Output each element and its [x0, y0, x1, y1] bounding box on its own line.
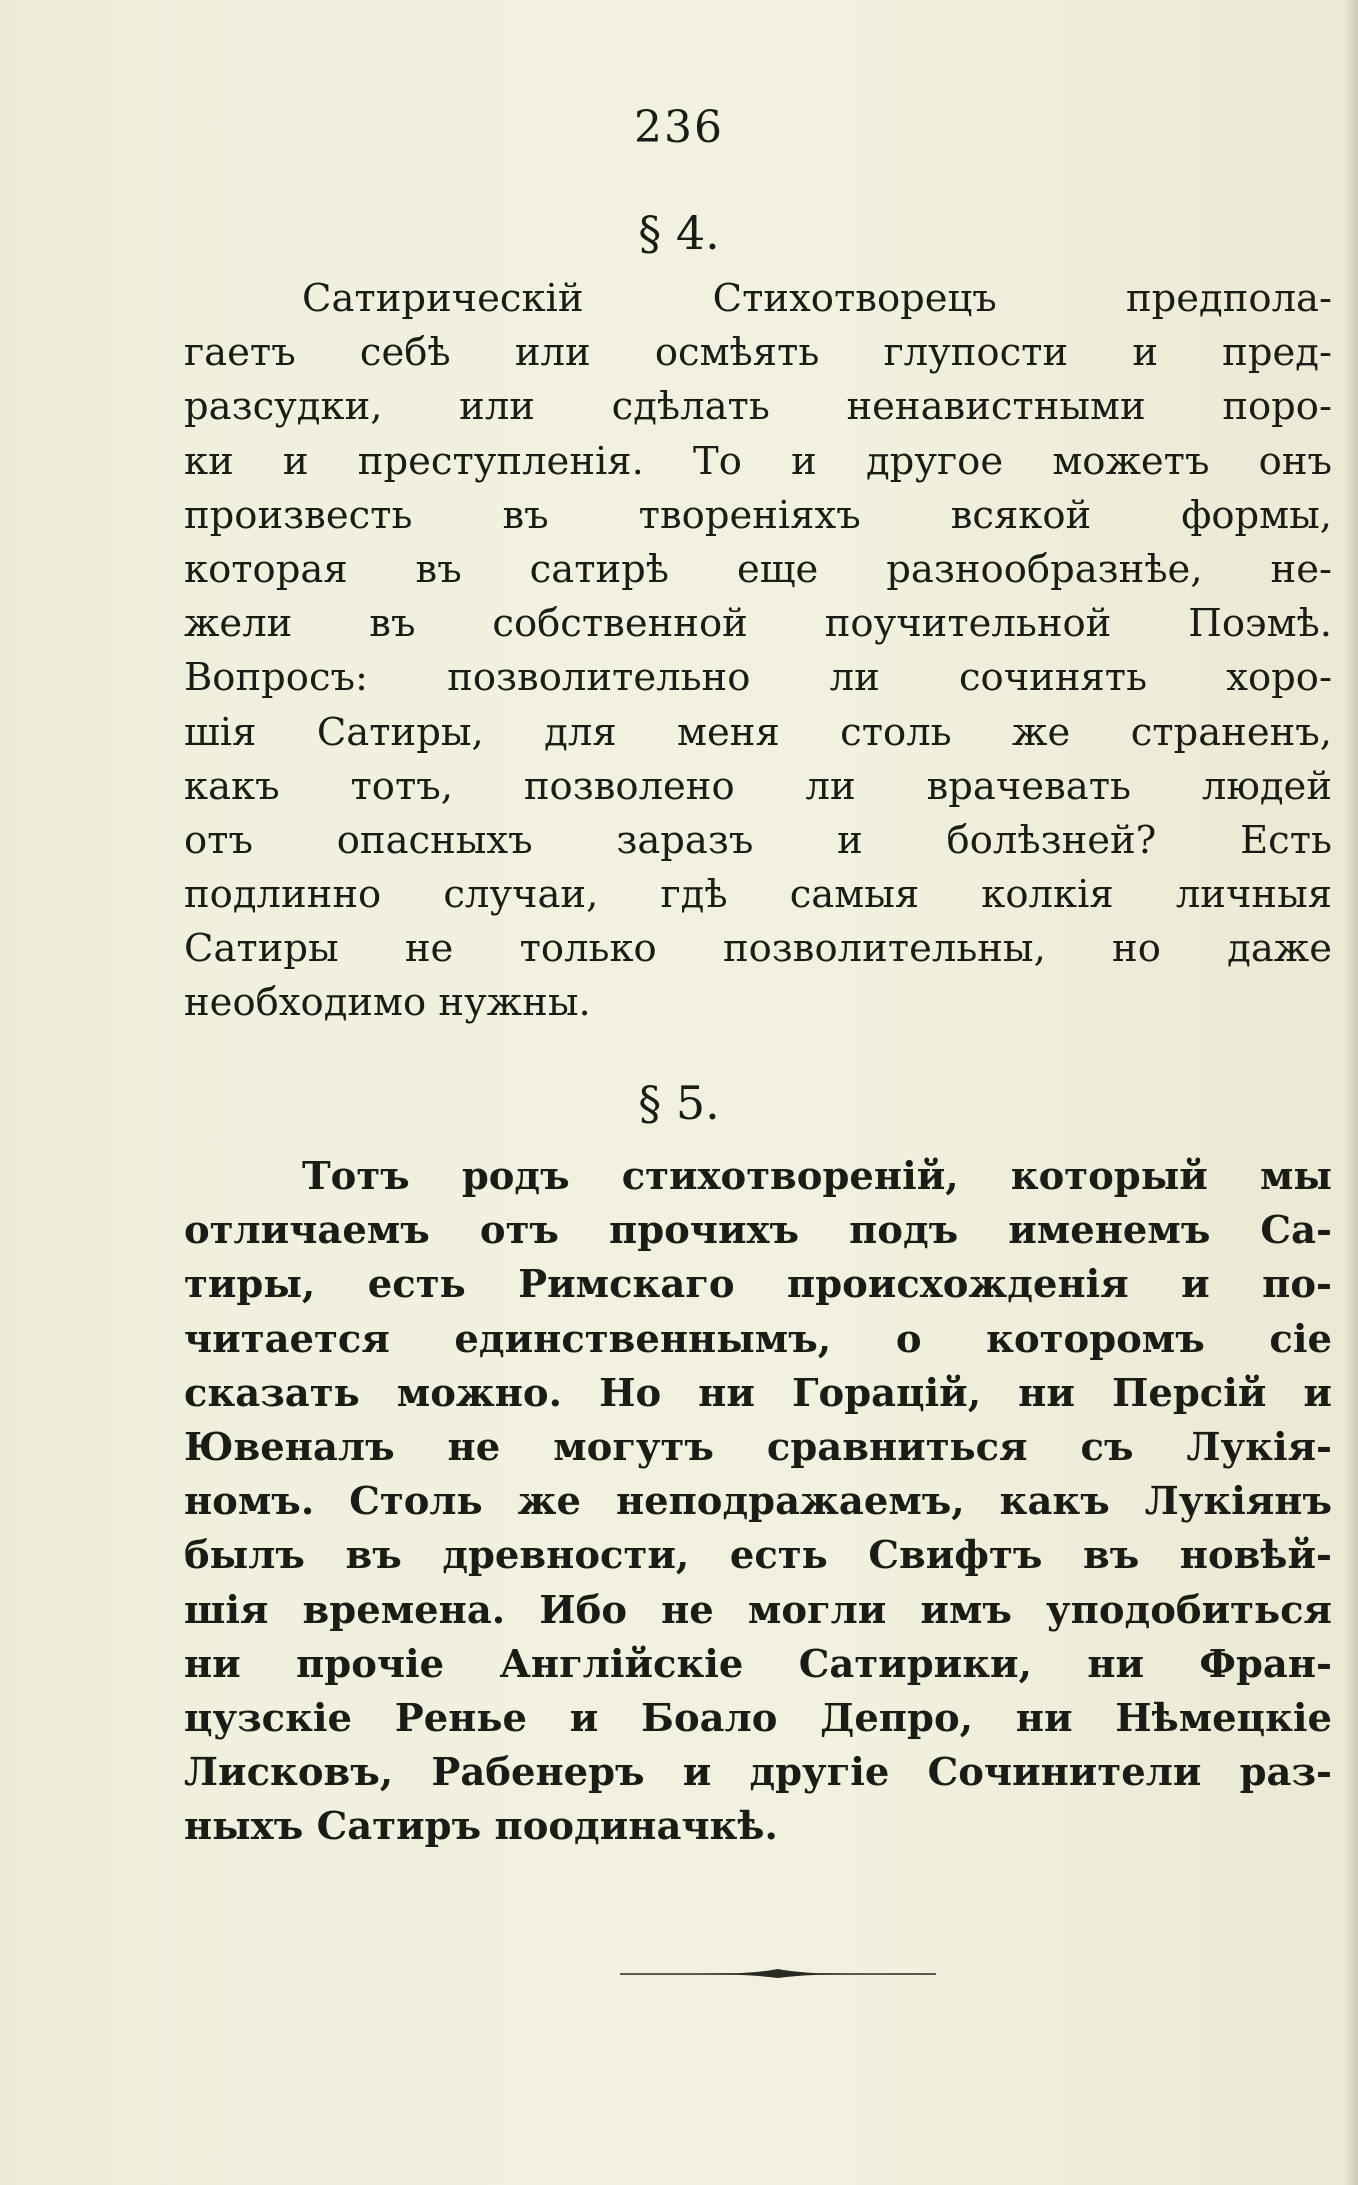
text-line: тиры, есть Римскаго происхожденія и по-: [184, 1262, 1332, 1308]
text-line: разсудки, или сдѣлать ненавистными поро-: [184, 384, 1332, 430]
text-line: необходимо нужны.: [184, 980, 591, 1026]
text-line: жели въ собственной поучительной Поэмѣ.: [184, 601, 1332, 647]
text-line: Вопросъ: позволительно ли сочинять хоро-: [184, 655, 1332, 701]
text-line: отъ опасныхъ заразъ и болѣзней? Есть: [184, 817, 1332, 863]
text-line: шія времена. Ибо не могли имъ уподобиться: [184, 1587, 1332, 1633]
text-line: ныхъ Сатиръ поодиначкѣ.: [184, 1804, 778, 1850]
text-line: читается единственнымъ, о которомъ сіе: [184, 1316, 1332, 1362]
section-heading-4: § 4.: [638, 206, 720, 260]
text-line: которая въ сатирѣ еще разнообразнѣе, не-: [184, 546, 1332, 592]
text-line: Тотъ родъ стихотвореній, который мы: [302, 1154, 1332, 1199]
text-line: произвесть въ твореніяхъ всякой формы,: [184, 492, 1332, 538]
text-line: цузскіе Ренье и Боало Депро, ни Нѣмецкіе: [184, 1695, 1332, 1741]
text-line: Сатиры не только позволительны, но даже: [184, 926, 1332, 972]
text-line: номъ. Столь же неподражаемъ, какъ Лукіянъ: [184, 1479, 1332, 1525]
paragraph-section-5: [184, 1150, 1332, 1854]
paragraph-section-4: [184, 272, 1332, 1031]
text-line: Лисковъ, Рабенеръ и другіе Сочинители раз-: [184, 1750, 1332, 1796]
text-line: ни прочіе Англійскіе Сатирики, ни Фран-: [184, 1641, 1332, 1687]
section-heading-5: § 5.: [638, 1076, 720, 1130]
text-line: Сатирическій Стихотворецъ предпола-: [302, 276, 1332, 321]
page-number: 236: [634, 102, 724, 153]
text-line: сказать можно. Но ни Горацій, ни Персій и: [184, 1370, 1332, 1416]
text-line: шія Сатиры, для меня столь же страненъ,: [184, 709, 1332, 755]
text-line: ки и преступленія. То и другое можетъ онъ: [184, 438, 1332, 484]
text-line: какъ тотъ, позволено ли врачевать людей: [184, 763, 1332, 809]
text-line: подлинно случаи, гдѣ самыя колкія личныя: [184, 872, 1332, 918]
text-line: отличаемъ отъ прочихъ подъ именемъ Са-: [184, 1208, 1332, 1254]
text-line: Ювеналъ не могутъ сравниться съ Лукія-: [184, 1424, 1332, 1470]
text-line: былъ въ древности, есть Свифтъ въ новѣй-: [184, 1533, 1332, 1579]
text-line: гаетъ себѣ или осмѣять глупости и пред-: [184, 330, 1332, 376]
end-ornament-rule: [618, 1966, 938, 1980]
